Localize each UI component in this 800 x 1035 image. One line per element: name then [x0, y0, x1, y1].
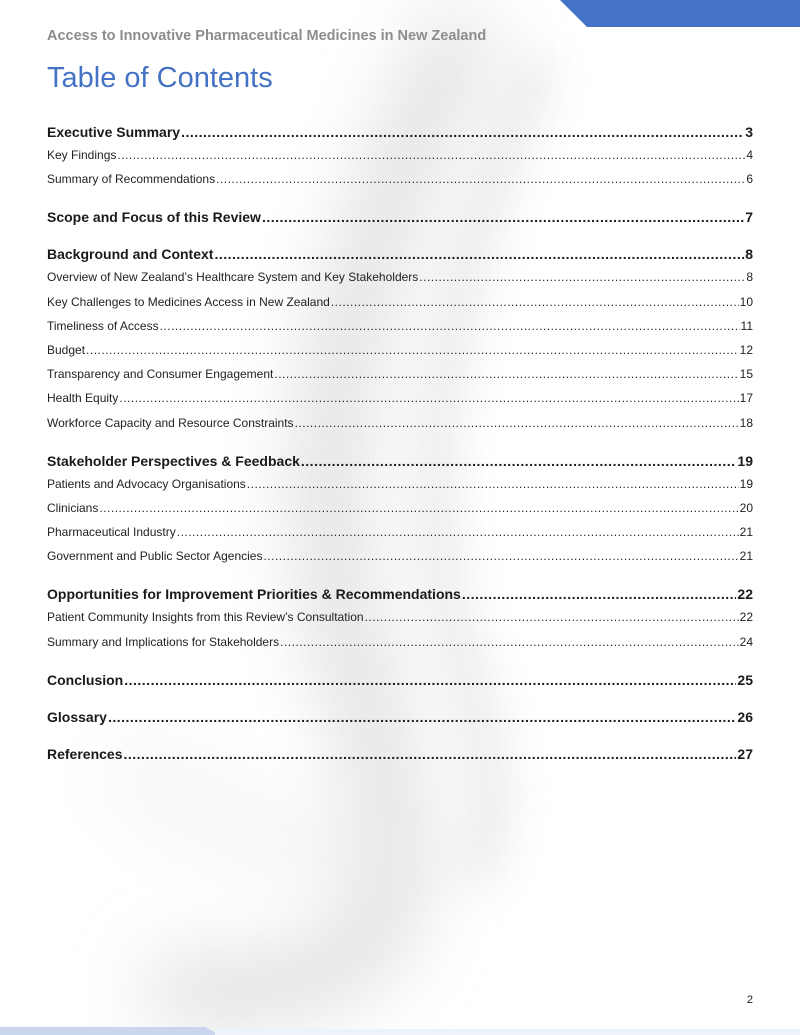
toc-entry-heading[interactable] [47, 243, 753, 265]
toc-entry-subheading[interactable] [47, 362, 753, 386]
toc-entry-heading[interactable] [47, 121, 753, 143]
toc-dot-leader [124, 669, 736, 691]
toc-entry-subheading[interactable] [47, 544, 753, 568]
toc-entry-label: Patient Community Insights from this Review’s Consultation [47, 610, 364, 625]
page-number: 2 [746, 994, 753, 1006]
toc-entry-label: Clinicians [47, 500, 99, 515]
toc-entry-label: Health Equity [47, 391, 119, 406]
toc-entry-heading[interactable] [47, 583, 753, 605]
toc-entry-subheading[interactable] [47, 630, 753, 654]
toc-entry-subheading[interactable] [47, 314, 753, 338]
toc-entry-page-number: 19 [739, 476, 753, 491]
toc-entry-page-number: 26 [737, 708, 753, 725]
toc-dot-leader [124, 743, 737, 765]
toc-entry-label: Conclusion [47, 671, 124, 688]
toc-dot-leader [274, 362, 738, 386]
toc-entry-page-number: 10 [739, 294, 753, 309]
toc-entry-subheading[interactable] [47, 290, 753, 314]
toc-dot-leader [86, 338, 739, 362]
toc-dot-leader [216, 167, 745, 191]
toc-entry-page-number: 24 [739, 634, 753, 649]
toc-entry-label: Background and Context [47, 246, 214, 263]
toc-entry-label: Summary of Recommendations [47, 172, 216, 187]
toc-entry-subheading[interactable] [47, 496, 753, 520]
toc-dot-leader [181, 121, 744, 143]
toc-entry-subheading[interactable] [47, 520, 753, 544]
toc-entry-page-number: 6 [746, 172, 753, 187]
toc-dot-leader [462, 583, 737, 605]
toc-entry-page-number: 17 [739, 391, 753, 406]
toc-dot-leader [119, 386, 738, 410]
toc-entry-label: Stakeholder Perspectives & Feedback [47, 452, 300, 469]
footer-accent-band [0, 1027, 220, 1035]
toc-entry-page-number: 21 [739, 525, 753, 540]
toc-entry-heading[interactable] [47, 706, 753, 728]
toc-dot-leader [365, 605, 739, 629]
toc-entry-label: Transparency and Consumer Engagement [47, 367, 274, 382]
toc-entry-subheading[interactable] [47, 411, 753, 435]
toc-dot-leader [331, 290, 739, 314]
toc-dot-leader [263, 544, 738, 568]
footer-light-band [215, 1029, 800, 1035]
toc-entry-label: Patients and Advocacy Organisations [47, 476, 246, 491]
toc-entry-page-number: 21 [739, 549, 753, 564]
toc-entry-label: Summary and Implications for Stakeholders [47, 634, 280, 649]
toc-entry-subheading[interactable] [47, 605, 753, 629]
toc-entry-subheading[interactable] [47, 167, 753, 191]
toc-entry-page-number: 22 [739, 610, 753, 625]
toc-entry-subheading[interactable] [47, 265, 753, 289]
toc-entry-label: Key Findings [47, 148, 117, 162]
toc-dot-leader [295, 411, 739, 435]
toc-entry-label: Budget [47, 342, 86, 357]
toc-dot-leader [247, 472, 739, 496]
toc-dot-leader [99, 496, 738, 520]
toc-entry-page-number: 8 [746, 270, 753, 285]
top-accent-tab [560, 0, 800, 27]
toc-entry-label: Opportunities for Improvement Priorities & Recommendations [47, 586, 461, 603]
toc-list [47, 121, 753, 765]
toc-entry-label: Key Challenges to Medicines Access in New Zealand [47, 294, 330, 309]
toc-entry-page-number: 19 [737, 452, 753, 469]
toc-entry-subheading[interactable] [47, 143, 753, 167]
toc-dot-leader [280, 630, 739, 654]
toc-entry-label: Government and Public Sector Agencies [47, 549, 263, 564]
toc-entry-label: Glossary [47, 708, 107, 725]
toc-dot-leader [214, 243, 744, 265]
toc-entry-page-number: 12 [739, 342, 753, 357]
toc-entry-heading[interactable] [47, 206, 753, 228]
toc-entry-page-number: 4 [746, 148, 753, 162]
toc-dot-leader [262, 206, 744, 228]
toc-entry-page-number: 11 [740, 318, 753, 333]
running-header: Access to Innovative Pharmaceutical Medicines in New Zealand [47, 28, 487, 44]
toc-entry-subheading[interactable] [47, 338, 753, 362]
toc-entry-label: Pharmaceutical Industry [47, 525, 176, 540]
toc-entry-page-number: 15 [739, 367, 753, 382]
toc-dot-leader [301, 450, 737, 472]
toc-entry-page-number: 18 [739, 415, 753, 430]
toc-entry-subheading[interactable] [47, 472, 753, 496]
toc-entry-label: Overview of New Zealand’s Healthcare System and Key Stakeholders [47, 270, 419, 285]
toc-entry-heading[interactable] [47, 450, 753, 472]
toc-entry-heading[interactable] [47, 669, 753, 691]
toc-entry-page-number: 27 [737, 745, 753, 762]
toc-entry-page-number: 7 [745, 209, 753, 226]
toc-dot-leader [108, 706, 736, 728]
toc-entry-page-number: 3 [745, 124, 753, 140]
toc-entry-label: References [47, 745, 123, 762]
toc-entry-page-number: 20 [739, 500, 753, 515]
page-title: Table of Contents [47, 62, 273, 94]
toc-entry-label: Executive Summary [47, 124, 181, 140]
toc-entry-subheading[interactable] [47, 386, 753, 410]
toc-entry-page-number: 8 [745, 246, 753, 263]
toc-entry-label: Timeliness of Access [47, 318, 159, 333]
toc-dot-leader [160, 314, 740, 338]
toc-entry-label: Scope and Focus of this Review [47, 209, 261, 226]
toc-entry-label: Workforce Capacity and Resource Constraints [47, 415, 294, 430]
toc-entry-heading[interactable] [47, 743, 753, 765]
toc-dot-leader [419, 265, 745, 289]
toc-entry-page-number: 25 [737, 671, 753, 688]
toc-dot-leader [177, 520, 739, 544]
toc-dot-leader [117, 143, 745, 167]
toc-entry-page-number: 22 [737, 586, 753, 603]
